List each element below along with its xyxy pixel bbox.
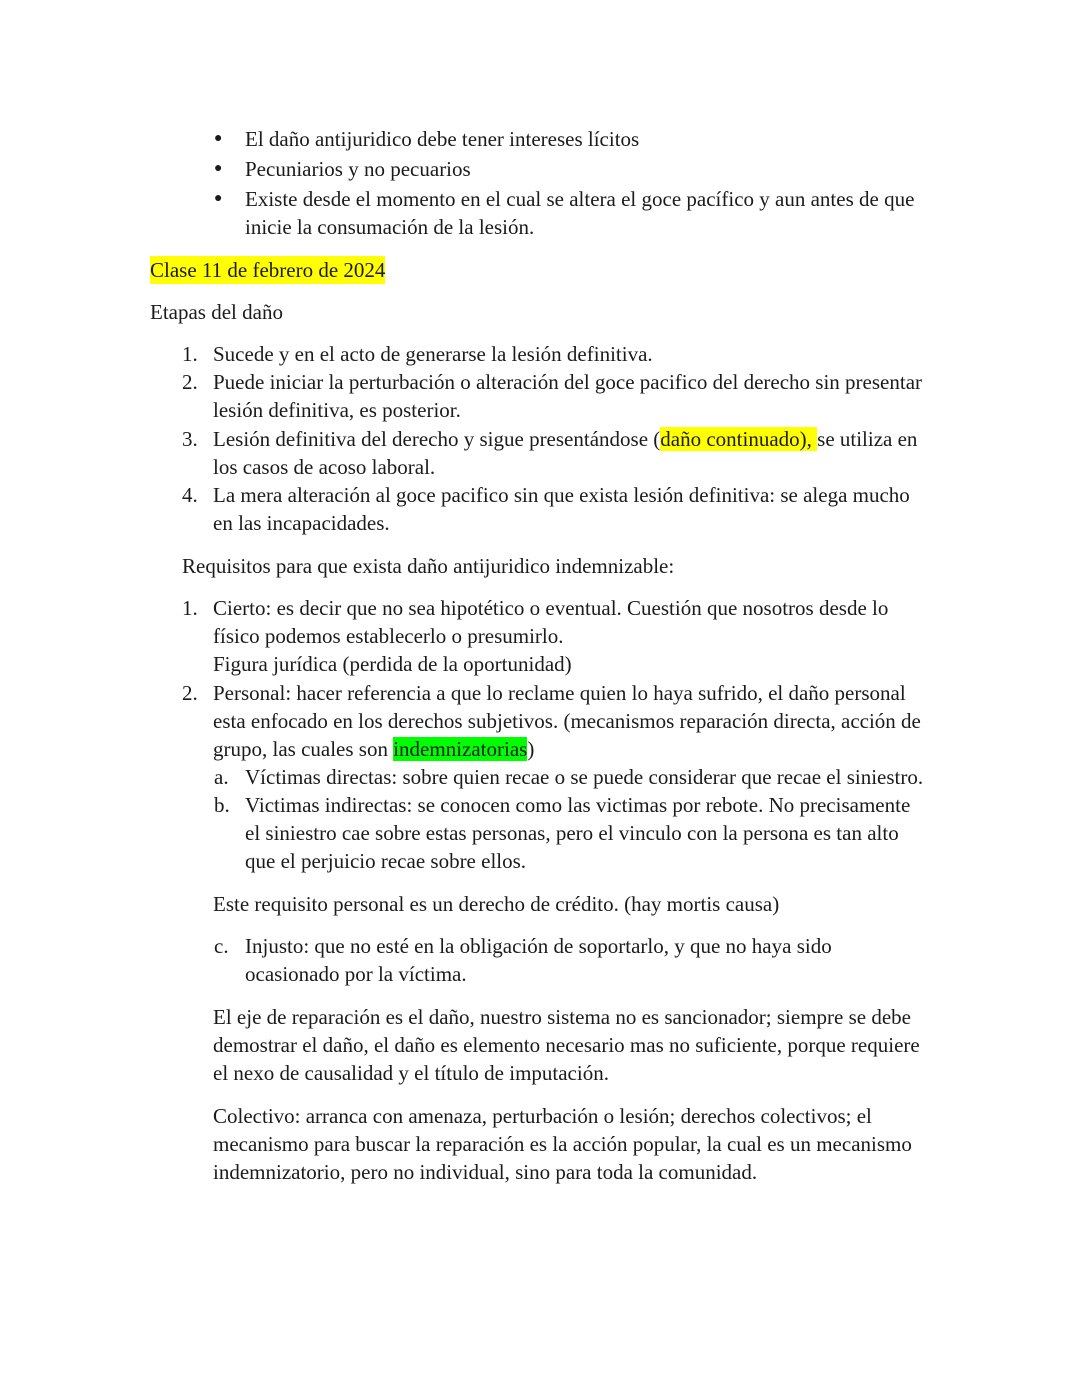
bullet-text: El daño antijuridico debe tener intereses lícitos xyxy=(245,127,640,151)
list-item-text: ) xyxy=(527,737,535,761)
sub-item: ocasionado por la víctima. xyxy=(245,962,467,986)
list-number: 2. xyxy=(182,681,198,705)
list-item: Sucede y en el acto de generarse la lesión definitiva. xyxy=(213,342,653,366)
list-item-text: se utiliza en xyxy=(817,427,918,451)
list-item: Figura jurídica (perdida de la oportunidad) xyxy=(213,652,572,676)
list-item: lesión definitiva, es posterior. xyxy=(213,398,461,422)
sub-item: Victimas indirectas: se conocen como las victimas por rebote. No precisamente xyxy=(245,793,911,817)
list-item xyxy=(213,425,917,453)
highlight-indemnizatorias: indemnizatorias xyxy=(393,737,528,761)
sub-item: que el perjuicio recae sobre ellos. xyxy=(245,849,527,873)
list-number: 1. xyxy=(182,342,198,366)
list-item: en las incapacidades. xyxy=(213,511,390,535)
colectivo-paragraph: Colectivo: arranca con amenaza, perturbación o lesión; derechos colectivos; el xyxy=(213,1104,872,1128)
sub-item: Víctimas directas: sobre quien recae o se puede considerar que recae el siniestro. xyxy=(245,765,924,789)
list-item xyxy=(213,735,534,763)
personal-note: Este requisito personal es un derecho de crédito. (hay mortis causa) xyxy=(213,892,780,916)
colectivo-paragraph: indemnizatorio, pero no individual, sino para toda la comunidad. xyxy=(213,1160,758,1184)
list-item: esta enfocado en los derechos subjetivos. (mecanismos reparación directa, acción de xyxy=(213,709,921,733)
sub-letter: c. xyxy=(214,934,229,958)
sub-letter: b. xyxy=(214,793,230,817)
highlight-dano-continuado: daño continuado), xyxy=(660,427,818,451)
bullet-marker: ● xyxy=(214,161,223,176)
list-item: Personal: hacer referencia a que lo reclame quien lo haya sufrido, el daño personal xyxy=(213,681,906,705)
list-item-text: grupo, las cuales son xyxy=(213,737,394,761)
bullet-text: Pecuniarios y no pecuarios xyxy=(245,157,471,181)
bullet-marker: ● xyxy=(214,191,223,206)
bullet-marker: ● xyxy=(214,131,223,146)
bullet-text: inicie la consumación de la lesión. xyxy=(245,215,535,239)
eje-paragraph: demostrar el daño, el daño es elemento necesario mas no suficiente, porque requiere xyxy=(213,1033,920,1057)
etapas-title: Etapas del daño xyxy=(150,300,283,324)
bullet-text: Existe desde el momento en el cual se altera el goce pacífico y aun antes de que xyxy=(245,187,915,211)
list-item: Puede iniciar la perturbación o alteración del goce pacifico del derecho sin presentar xyxy=(213,370,923,394)
class-heading: Clase 11 de febrero de 2024 xyxy=(150,258,386,282)
list-number: 3. xyxy=(182,427,198,451)
list-item: Cierto: es decir que no sea hipotético o eventual. Cuestión que nosotros desde lo xyxy=(213,596,889,620)
eje-paragraph: El eje de reparación es el daño, nuestro sistema no es sancionador; siempre se debe xyxy=(213,1005,911,1029)
list-number: 4. xyxy=(182,483,198,507)
list-item: los casos de acoso laboral. xyxy=(213,455,436,479)
requisitos-title: Requisitos para que exista daño antijuridico indemnizable: xyxy=(182,554,675,578)
eje-paragraph: el nexo de causalidad y el título de imputación. xyxy=(213,1061,609,1085)
sub-letter: a. xyxy=(214,765,229,789)
sub-item: Injusto: que no esté en la obligación de soportarlo, y que no haya sido xyxy=(245,934,832,958)
list-number: 1. xyxy=(182,596,198,620)
sub-item: el siniestro cae sobre estas personas, pero el vinculo con la persona es tan alto xyxy=(245,821,899,845)
list-item: físico podemos establecerlo o presumirlo. xyxy=(213,624,564,648)
list-item-text: Lesión definitiva del derecho y sigue presentándose ( xyxy=(213,427,661,451)
list-number: 2. xyxy=(182,370,198,394)
list-item: La mera alteración al goce pacifico sin que exista lesión definitiva: se alega mucho xyxy=(213,483,910,507)
colectivo-paragraph: mecanismo para buscar la reparación es la acción popular, la cual es un mecanismo xyxy=(213,1132,912,1156)
